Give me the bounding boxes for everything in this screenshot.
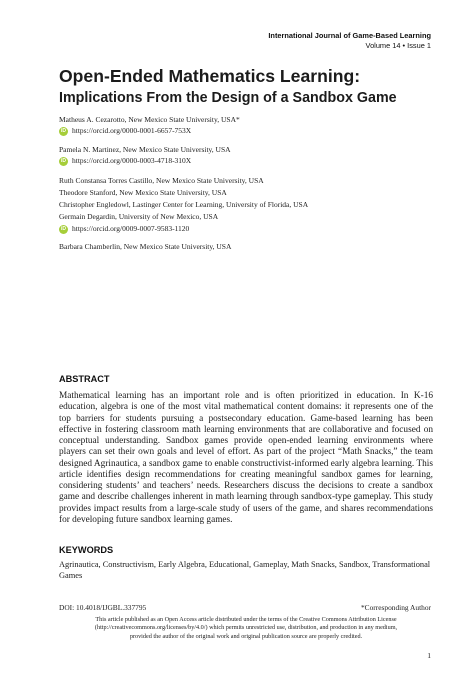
paper-title: Open-Ended Mathematics Learning:	[59, 66, 361, 86]
orcid-link[interactable]: https://orcid.org/0000-0003-4718-310X	[72, 156, 192, 165]
orcid-link[interactable]: https://orcid.org/0000-0001-6657-753X	[72, 126, 192, 135]
journal-name: International Journal of Game-Based Learning	[268, 31, 431, 40]
orcid-icon: iD	[61, 127, 66, 134]
author-1-orcid[interactable]	[59, 126, 191, 136]
page-number: 1	[427, 651, 431, 660]
orcid-icon: iD	[61, 225, 66, 232]
license-line-2: (http://creativecommons.org/licenses/by/4.0/) which permits unrestricted use, distribution, and production in any medium,	[94, 624, 398, 632]
orcid-icon: iD	[61, 157, 66, 164]
orcid-link[interactable]: https://orcid.org/0009-0007-9583-1120	[72, 224, 190, 233]
license-notice	[70, 616, 422, 641]
corresponding-author-note: *Corresponding Author	[360, 603, 431, 612]
license-line-1: This article published as an Open Access article distributed under the terms of the Creative Commons Attribution License	[95, 616, 397, 623]
author-3: Ruth Constansa Torres Castillo, New Mexico State University, USA	[59, 176, 264, 185]
author-2-orcid[interactable]	[59, 156, 191, 166]
abstract-heading: ABSTRACT	[59, 374, 110, 384]
author-4: Theodore Stanford, New Mexico State University, USA	[59, 188, 227, 197]
author-6-orcid[interactable]	[59, 224, 189, 234]
doi: DOI: 10.4018/IJGBL.337795	[59, 603, 147, 612]
author-1: Matheus A. Cezarotto, New Mexico State University, USA*	[59, 115, 240, 124]
abstract-text: Mathematical learning has an important role and is often prioritized in education. In K-16 education, algebra is one of the most vital mathematical content domains: it represents one of the top barriers for students pursuing a postsecondary education. Game-based learning has been effective in fostering classroom math learning environments that are collaborative and focused on conceptual understanding. Sandbox games provide open-ended learning environments where players can set their own goals and level of effort. As part of the project “Math Snacks,” the team designed Agrinautica, a sandbox game to enable constructivist-informed early algebra learning. This article identifies design recommendations for creating meaningful sandbox games for learning, considering students’ and teachers’ needs. Researchers discuss the decisions to create a sandbox game and describe challenges inherent in math learning through sandbox-type gameplay. This study provides impact results from a large-scale study of users of the game, and shares recommendations for developing future sandbox learning games.	[59, 391, 433, 525]
paper-subtitle: Implications From the Design of a Sandbox Game	[59, 90, 397, 106]
author-5: Christopher Engledowl, Lastinger Center for Learning, University of Florida, USA	[59, 200, 309, 209]
keywords-text: Agrinautica, Constructivism, Early Algebra, Educational, Gameplay, Math Snacks, Sandbox, Transformational Games	[59, 560, 431, 580]
journal-volume-issue: Volume 14 • Issue 1	[365, 41, 431, 50]
license-line-3: provided the author of the original work and original publication source are properly credited.	[129, 632, 363, 640]
keywords-heading: KEYWORDS	[59, 545, 114, 555]
author-2: Pamela N. Martinez, New Mexico State University, USA	[59, 145, 231, 154]
author-7: Barbara Chamberlin, New Mexico State University, USA	[59, 242, 232, 251]
author-6: Germain Degardin, University of New Mexico, USA	[59, 212, 219, 221]
